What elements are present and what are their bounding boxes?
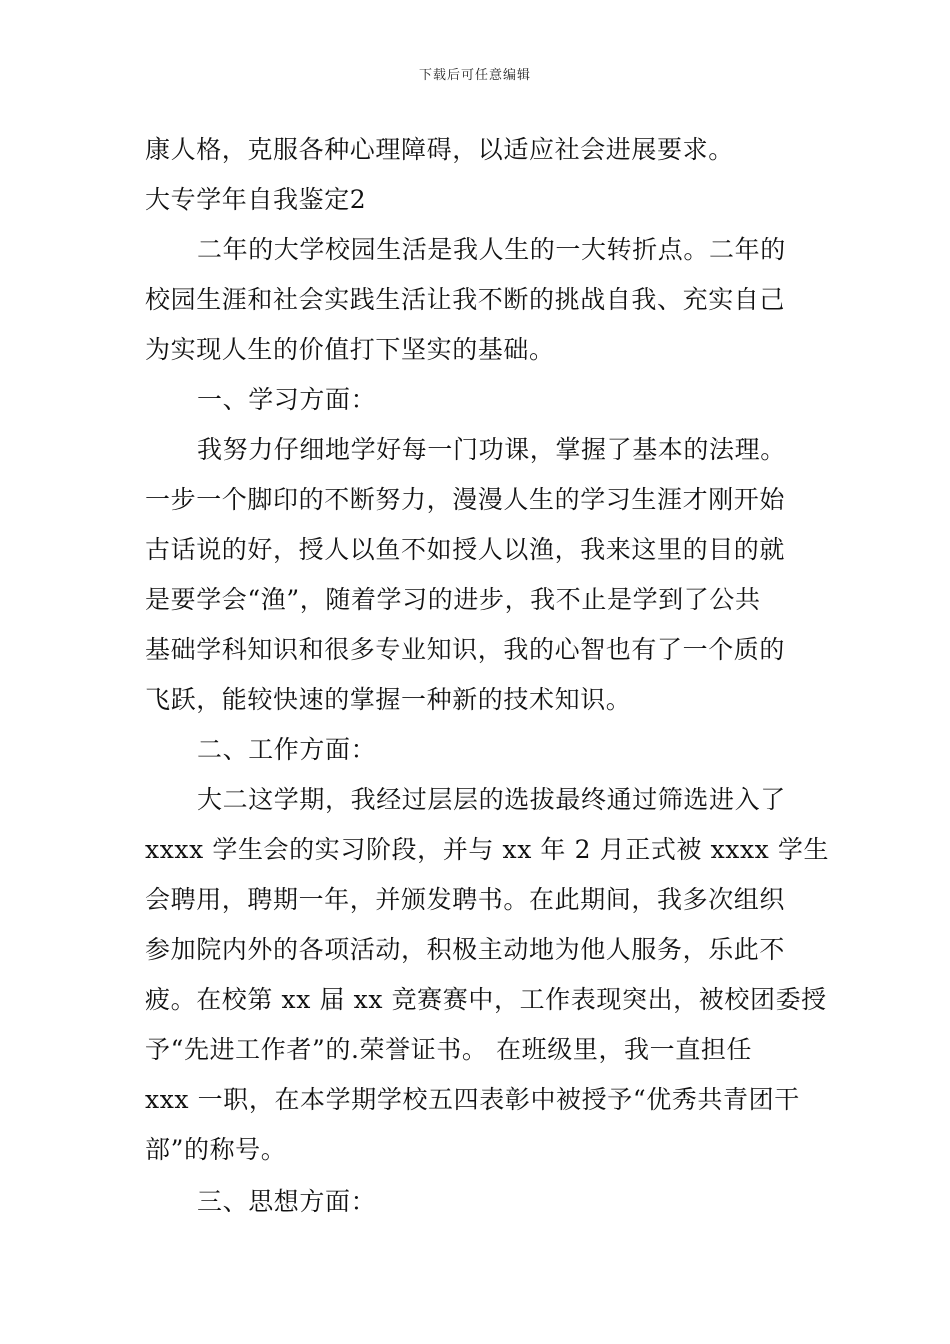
paragraph-line: 大二这学期，我经过层层的选拔最终通过筛选进入了	[197, 785, 786, 814]
paragraph-line: 为实现人生的价值打下坚实的基础。	[145, 335, 555, 364]
paragraph-line: 予“先进工作者”的.荣誉证书。 在班级里，我一直担任	[145, 1035, 753, 1064]
paragraph-line: 是要学会“渔”，随着学习的进步，我不止是学到了公共	[145, 585, 761, 614]
paragraph-line: xxxx 学生会的实习阶段，并与 xx 年 2 月正式被 xxxx 学生	[145, 835, 830, 864]
subheading-study: 一、学习方面：	[197, 385, 377, 414]
document-body	[145, 125, 830, 1227]
paragraph-line: xxx 一职，在本学期学校五四表彰中被授予“优秀共青团干	[145, 1085, 800, 1114]
subheading-thought: 三、思想方面：	[197, 1187, 377, 1216]
page-header: 下载后可任意编辑	[418, 68, 531, 83]
paragraph-line: 二年的大学校园生活是我人生的一大转折点。二年的	[197, 235, 786, 264]
paragraph-line: 部”的称号。	[145, 1135, 287, 1164]
paragraph-line: 我努力仔细地学好每一门功课，掌握了基本的法理。	[197, 435, 786, 464]
subheading-work: 二、工作方面：	[197, 735, 377, 764]
paragraph-line: 校园生涯和社会实践生活让我不断的挑战自我、充实自己	[145, 285, 786, 314]
body-line: 康人格，克服各种心理障碍，以适应社会进展要求。	[145, 135, 734, 164]
section-heading: 大专学年自我鉴定2	[145, 185, 367, 214]
paragraph-line: 参加院内外的各项活动，积极主动地为他人服务，乐此不	[145, 935, 786, 964]
paragraph-line: 基础学科知识和很多专业知识，我的心智也有了一个质的	[145, 635, 786, 664]
paragraph-line: 古话说的好，授人以鱼不如授人以渔，我来这里的目的就	[145, 535, 786, 564]
paragraph-line: 一步一个脚印的不断努力，漫漫人生的学习生涯才刚开始	[145, 485, 786, 514]
paragraph-line: 会聘用，聘期一年，并颁发聘书。在此期间，我多次组织	[145, 885, 786, 914]
paragraph-line: 飞跃，能较快速的掌握一种新的技术知识。	[145, 685, 632, 714]
paragraph-line: 疲。在校第 xx 届 xx 竞赛赛中，工作表现突出，被校团委授	[145, 985, 827, 1014]
